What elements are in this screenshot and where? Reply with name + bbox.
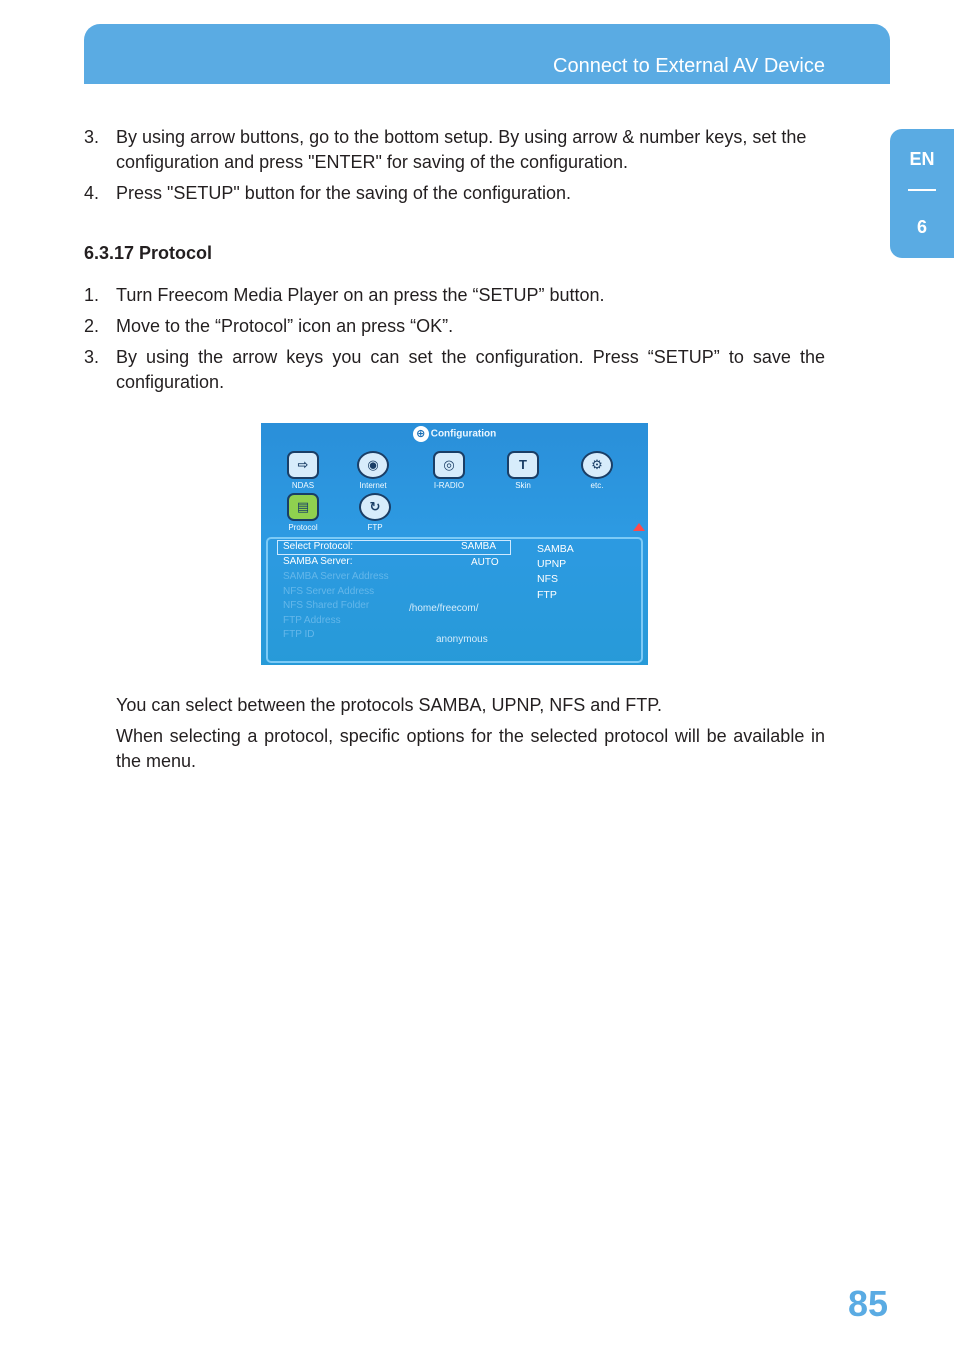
- etc-menu-icon: [572, 451, 622, 490]
- step-number: 1.: [84, 285, 100, 305]
- step-text: Press "SETUP" button for the saving of the configuration.: [116, 183, 572, 203]
- list-item: [84, 125, 825, 175]
- protocol-option: FTP: [537, 589, 557, 601]
- setting-label: FTP ID: [283, 629, 315, 640]
- paragraph: When selecting a protocol, specific options for the selected protocol will be available in the menu.: [116, 726, 825, 771]
- list-item: [84, 345, 825, 395]
- iradio-menu-icon: [424, 451, 474, 490]
- step-text: By using the arrow keys you can set the configuration. Press “SETUP” to save the configuration.: [116, 347, 825, 392]
- protocol-icon: ▤: [287, 493, 319, 521]
- protocol-option: SAMBA: [537, 543, 574, 555]
- section-heading: 6.3.17 Protocol: [84, 243, 213, 263]
- globe-icon: ⊕: [413, 426, 429, 442]
- setting-label: NFS Server Address: [283, 586, 375, 597]
- up-arrow-icon: [633, 523, 645, 531]
- ftp-menu-icon: [350, 493, 400, 532]
- setting-value: AUTO: [471, 557, 499, 568]
- step-number: 3.: [84, 347, 100, 367]
- steps-list-top: [84, 125, 825, 212]
- paragraph: You can select between the protocols SAMBA, UPNP, NFS and FTP.: [116, 695, 662, 715]
- protocol-menu-icon: [278, 493, 328, 532]
- protocol-option: UPNP: [537, 558, 567, 570]
- icon-label: FTP: [367, 523, 383, 532]
- tab-divider: [908, 189, 936, 191]
- configuration-screenshot: [261, 423, 648, 665]
- setting-label: SAMBA Server:: [283, 556, 353, 567]
- screenshot-title: [261, 426, 648, 442]
- icon-label: Skin: [515, 481, 531, 490]
- step-number: 2.: [84, 316, 100, 336]
- list-item: [84, 181, 825, 206]
- skin-menu-icon: [498, 451, 548, 490]
- icon-label: Internet: [359, 481, 387, 490]
- ndas-menu-icon: [278, 451, 328, 490]
- step-number: 4.: [84, 183, 100, 203]
- icon-label: etc.: [590, 481, 604, 490]
- chapter-tab: [890, 129, 954, 258]
- internet-menu-icon: [348, 451, 398, 490]
- setting-value: SAMBA: [461, 541, 497, 552]
- setting-label: FTP Address: [283, 615, 341, 626]
- protocol-option: NFS: [537, 573, 558, 585]
- ftp-icon: ↻: [359, 493, 391, 521]
- setting-value: /home/freecom/: [409, 603, 479, 614]
- icon-label: I-RADIO: [433, 481, 465, 490]
- gears-icon: ⚙: [581, 451, 613, 479]
- ndas-icon: ⇨: [287, 451, 319, 479]
- setting-value: anonymous: [436, 634, 488, 645]
- setting-label: SAMBA Server Address: [283, 571, 389, 582]
- setting-label: NFS Shared Folder: [283, 600, 370, 611]
- step-text: By using arrow buttons, go to the bottom setup. By using arrow & number keys, set the configuration and press "ENTER" for saving of the configuration.: [116, 127, 807, 172]
- radio-icon: ◎: [433, 451, 465, 479]
- chapter-number: 6: [916, 217, 927, 237]
- page-number: 85: [847, 1283, 888, 1324]
- setting-label: Select Protocol:: [283, 541, 354, 552]
- header-title: Connect to External AV Device: [553, 55, 825, 77]
- shirt-icon: T: [507, 451, 539, 479]
- step-text: Turn Freecom Media Player on an press the “SETUP” button.: [116, 285, 605, 305]
- internet-icon: ◉: [357, 451, 389, 479]
- list-item: [84, 314, 825, 339]
- screenshot-title-text: Configuration: [430, 428, 497, 440]
- icon-label: NDAS: [291, 481, 315, 490]
- header-bar: [84, 24, 890, 84]
- list-item: [84, 283, 825, 308]
- step-text: Move to the “Protocol” icon an press “OK”.: [116, 316, 454, 336]
- language-label: EN: [909, 149, 935, 169]
- steps-list-protocol: [84, 283, 825, 401]
- step-number: 3.: [84, 127, 100, 147]
- icon-label: Protocol: [288, 523, 318, 532]
